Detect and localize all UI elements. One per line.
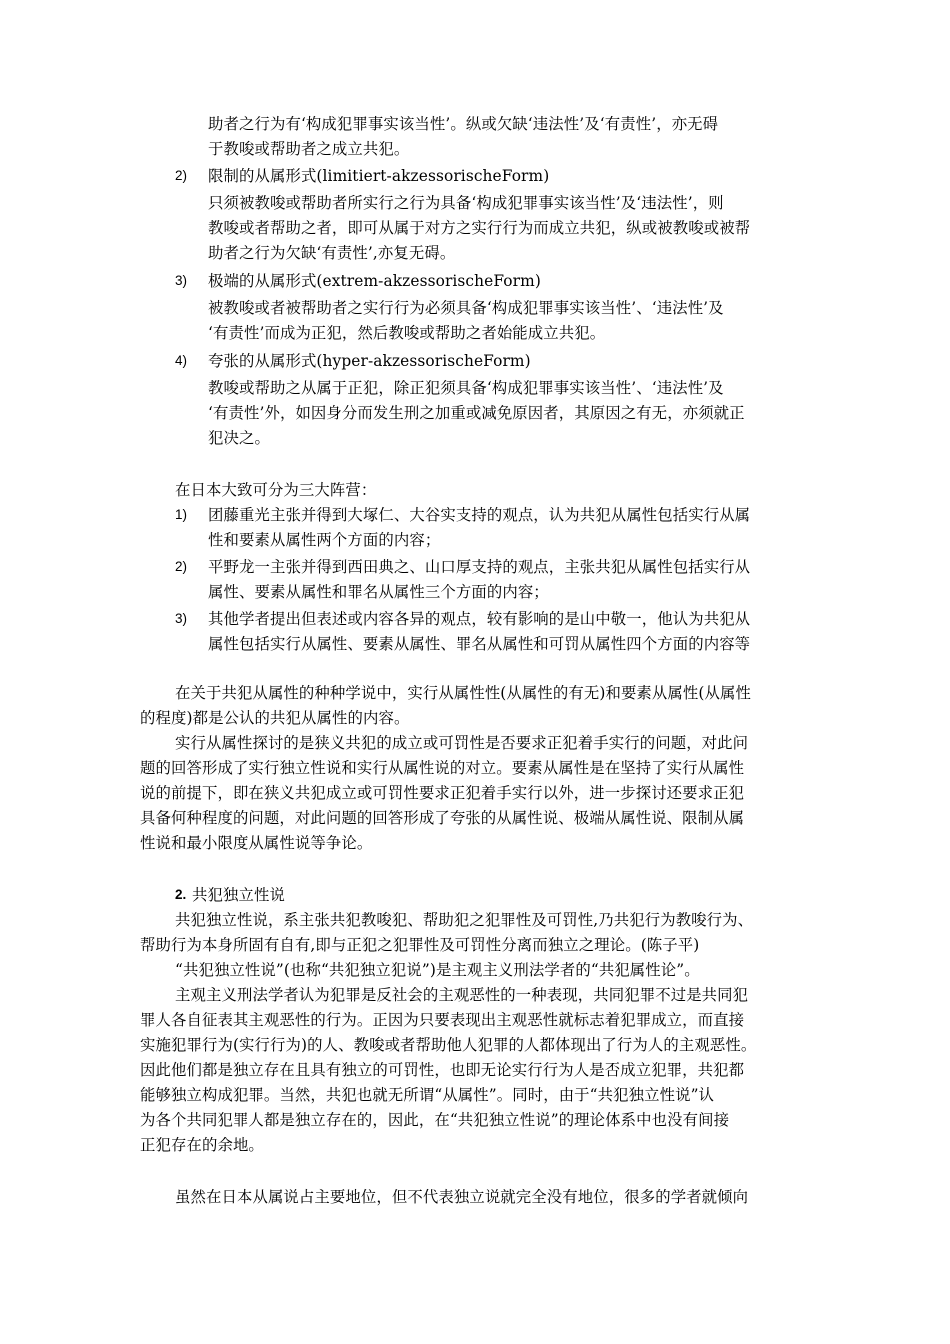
paragraph-line: 教唆或帮助之从属于正犯，除正犯须具备‘构成犯罪事实该当性’、‘违法性’及	[208, 379, 724, 397]
list-item-heading: 极端的从属形式(extrem-akzessorischeForm)	[208, 272, 541, 290]
paragraph-line: 在关于共犯从属性的种种学说中，实行从属性性(从属性的有无)和要素从属性(从属性	[175, 684, 751, 702]
paragraph-line: 犯决之。	[208, 429, 270, 447]
paragraph-line: 虽然在日本从属说占主要地位，但不代表独立说就完全没有地位，很多的学者就倾向	[175, 1188, 749, 1206]
paragraph-line: 被教唆或者被帮助者之实行行为必须具备‘构成犯罪事实该当性’、‘违法性’及	[208, 299, 724, 317]
paragraph-line: 主观主义刑法学者认为犯罪是反社会的主观恶性的一种表现，共同犯罪不过是共同犯	[175, 986, 749, 1004]
paragraph-line: “共犯独立性说”(也称“共犯独立犯说”)是主观主义刑法学者的“共犯属性论”。	[175, 961, 700, 979]
paragraph-line: 其他学者提出但表述或内容各异的观点，较有影响的是山中敬一，他认为共犯从	[208, 610, 751, 628]
paragraph-line: 助者之行为有‘构成犯罪事实该当性’。纵或欠缺‘违法性’及‘有责性’，亦无碍	[208, 115, 719, 133]
paragraph-line: 性说和最小限度从属性说等争论。	[140, 834, 373, 852]
paragraph-line: 助者之行为欠缺‘有责性’,亦复无碍。	[208, 244, 456, 262]
list-item-heading: 限制的从属形式(limitiert-akzessorischeForm)	[208, 167, 550, 185]
paragraph-line: 性和要素从属性两个方面的内容；	[208, 531, 441, 549]
paragraph-line: 教唆或者帮助之者，即可从属于对方之实行行为而成立共犯，纵或被教唆或被帮	[208, 219, 751, 237]
list-number: 3)	[175, 273, 188, 288]
paragraph-line: 实施犯罪行为(实行行为)的人、教唆或者帮助他人犯罪的人都体现出了行为人的主观恶性。	[140, 1036, 757, 1054]
paragraph-line: 能够独立构成犯罪。当然，共犯也就无所谓“从属性”。同时，由于“共犯独立性说”认	[140, 1086, 715, 1104]
paragraph-line: 说的前提下，即在狭义共犯成立或可罚性要求正犯着手实行以外，进一步探讨还要求正犯	[140, 784, 745, 802]
paragraph-line: 正犯存在的余地。	[140, 1136, 264, 1154]
paragraph-line: 实行从属性探讨的是狭义共犯的成立或可罚性是否要求正犯着手实行的问题，对此问	[175, 734, 749, 752]
paragraph-line: 因此他们都是独立存在且具有独立的可罚性，也即无论实行行为人是否成立犯罪，共犯都	[140, 1061, 745, 1079]
list-item-heading: 夸张的从属形式(hyper-akzessorischeForm)	[208, 352, 531, 370]
list-number: 2)	[175, 559, 188, 574]
paragraph-line: 共犯独立性说，系主张共犯教唆犯、帮助犯之犯罪性及可罚性,乃共犯行为教唆行为、	[175, 911, 754, 929]
section-number: 2.	[175, 887, 187, 902]
paragraph-line: ‘有责性’而成为正犯，然后教唆或帮助之者始能成立共犯。	[208, 324, 606, 342]
paragraph-line: 为各个共同犯罪人都是独立存在的，因此，在“共犯独立性说”的理论体系中也没有间接	[140, 1111, 730, 1129]
paragraph-line: 于教唆或帮助者之成立共犯。	[208, 140, 410, 158]
paragraph-line: 帮助行为本身所固有自有,即与正犯之犯罪性及可罚性分离而独立之理论。(陈子平)	[140, 936, 700, 954]
section-title: 共犯独立性说	[192, 886, 285, 904]
paragraph-line: 平野龙一主张并得到西田典之、山口厚支持的观点，主张共犯从属性包括实行从	[208, 558, 751, 576]
paragraph-line: 的程度)都是公认的共犯从属性的内容。	[140, 709, 410, 727]
paragraph-line: 属性、要素从属性和罪名从属性三个方面的内容；	[208, 583, 549, 601]
paragraph-line: 具备何种程度的问题，对此问题的回答形成了夸张的从属性说、极端从属性说、限制从属	[140, 809, 745, 827]
paragraph-line: 团藤重光主张并得到大塚仁、大谷实支持的观点，认为共犯从属性包括实行从属	[208, 506, 751, 524]
list-number: 3)	[175, 611, 188, 626]
paragraph-line: 题的回答形成了实行独立性说和实行从属性说的对立。要素从属性是在坚持了实行从属性	[140, 759, 745, 777]
paragraph-line: 在日本大致可分为三大阵营：	[175, 481, 377, 499]
paragraph-line: 属性包括实行从属性、要素从属性、罪名从属性和可罚从属性四个方面的内容等	[208, 635, 751, 653]
paragraph-line: ‘有责性’外，如因身分而发生刑之加重或减免原因者，其原因之有无，亦须就正	[208, 404, 745, 422]
paragraph-line: 只须被教唆或帮助者所实行之行为具备‘构成犯罪事实该当性’及‘违法性’，则	[208, 194, 724, 212]
list-number: 2)	[175, 168, 188, 183]
paragraph-line: 罪人各自征表其主观恶性的行为。正因为只要表现出主观恶性就标志着犯罪成立，而直接	[140, 1011, 745, 1029]
list-number: 1)	[175, 507, 188, 522]
list-number: 4)	[175, 353, 188, 368]
